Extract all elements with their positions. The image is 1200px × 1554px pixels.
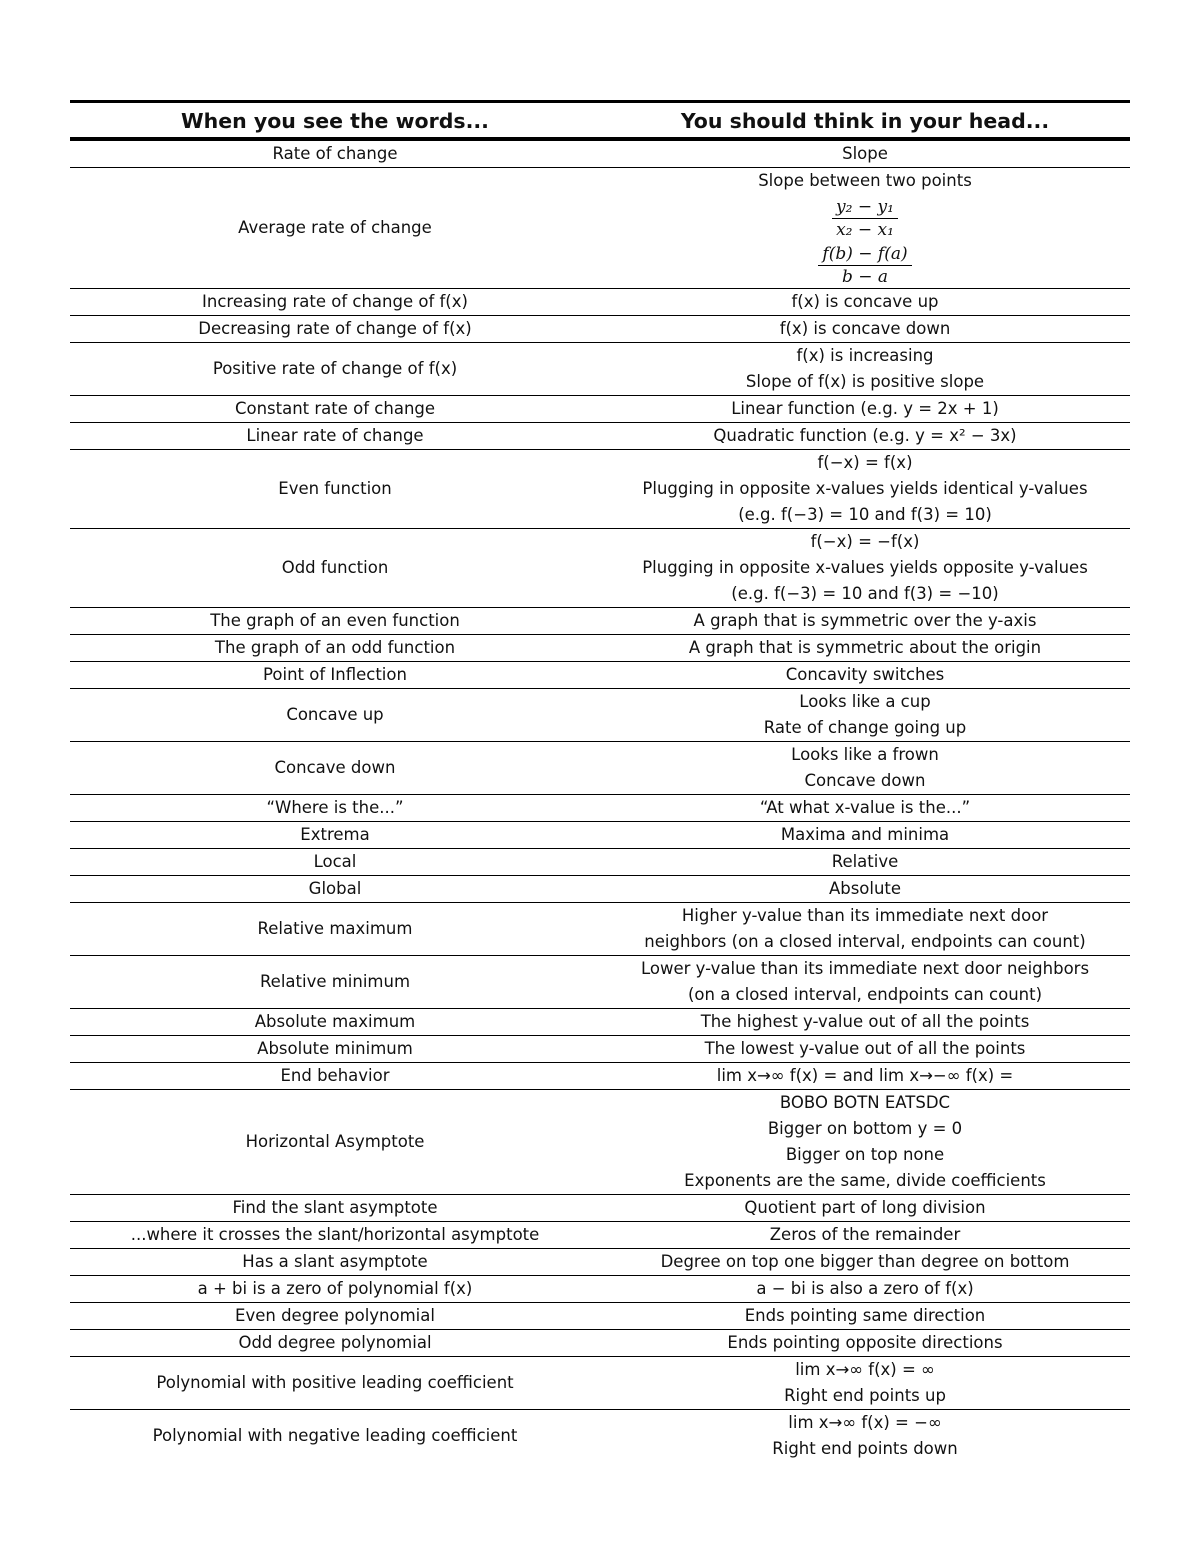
meaning-text: f(−x) = f(x) xyxy=(817,453,913,472)
vocabulary-table xyxy=(70,100,1130,1462)
meaning-cell xyxy=(600,168,1130,289)
meaning-text: Bigger on top none xyxy=(785,1145,945,1164)
table-row xyxy=(70,1195,1130,1222)
meaning-cell xyxy=(600,316,1130,343)
term-text: Constant rate of change xyxy=(234,399,436,418)
meaning-cell xyxy=(600,343,1130,396)
header-left: When you see the words... xyxy=(70,102,600,140)
term-cell xyxy=(70,316,600,343)
meaning-text: (e.g. f(−3) = 10 and f(3) = 10) xyxy=(738,505,992,524)
table-row xyxy=(70,1036,1130,1063)
fraction xyxy=(832,196,898,241)
meaning-cell xyxy=(600,139,1130,168)
term-text: “Where is the...” xyxy=(266,798,404,817)
term-text: Even degree polynomial xyxy=(235,1306,435,1325)
table-row xyxy=(70,1090,1130,1195)
term-text: Concave down xyxy=(274,758,396,777)
meaning-cell xyxy=(600,635,1130,662)
term-text: Even function xyxy=(278,479,392,498)
meaning-text: (on a closed interval, endpoints can count) xyxy=(687,985,1043,1004)
table-row xyxy=(70,1276,1130,1303)
term-cell xyxy=(70,396,600,423)
term-text: The graph of an even function xyxy=(210,611,460,630)
meaning-cell xyxy=(600,1303,1130,1330)
term-text: The graph of an odd function xyxy=(214,638,456,657)
term-text: Linear rate of change xyxy=(246,426,424,445)
term-text: Point of Inflection xyxy=(263,665,407,684)
meaning-cell xyxy=(600,1410,1130,1463)
term-cell xyxy=(70,529,600,608)
meaning-text: Relative xyxy=(831,852,899,871)
meaning-text: Higher y-value than its immediate next door xyxy=(681,906,1049,925)
fraction-group xyxy=(600,194,1130,288)
table-row xyxy=(70,423,1130,450)
term-text: Rate of change xyxy=(272,144,398,163)
meaning-text: Bigger on bottom y = 0 xyxy=(767,1119,963,1138)
meaning-text: lim x→∞ f(x) = and lim x→−∞ f(x) = xyxy=(716,1066,1014,1085)
term-text: Extrema xyxy=(300,825,370,844)
meaning-cell xyxy=(600,608,1130,635)
fraction xyxy=(818,243,911,288)
meaning-text: Maxima and minima xyxy=(780,825,950,844)
term-text: Positive rate of change of f(x) xyxy=(212,359,458,378)
meaning-text: Slope of f(x) is positive slope xyxy=(745,372,985,391)
meaning-text: Looks like a frown xyxy=(791,745,939,764)
term-cell xyxy=(70,608,600,635)
term-text: Decreasing rate of change of f(x) xyxy=(198,319,472,338)
meaning-text: neighbors (on a closed interval, endpoints can count) xyxy=(644,932,1086,951)
meaning-text: f(x) is concave down xyxy=(779,319,951,338)
term-cell xyxy=(70,849,600,876)
table-row xyxy=(70,876,1130,903)
table-row xyxy=(70,795,1130,822)
meaning-text: Plugging in opposite x-values yields identical y-values xyxy=(642,479,1088,498)
term-text: Polynomial with positive leading coefficient xyxy=(156,1373,514,1392)
meaning-cell xyxy=(600,795,1130,822)
meaning-text: f(x) is concave up xyxy=(791,292,939,311)
table-row xyxy=(70,849,1130,876)
fraction-denominator: x₂ − x₁ xyxy=(836,220,894,240)
term-text: ...where it crosses the slant/horizontal asymptote xyxy=(130,1225,540,1244)
term-cell xyxy=(70,168,600,289)
table-row xyxy=(70,450,1130,529)
meaning-text: Slope between two points xyxy=(758,171,972,190)
meaning-cell xyxy=(600,1276,1130,1303)
term-text: Odd degree polynomial xyxy=(238,1333,432,1352)
term-cell xyxy=(70,742,600,795)
table-row xyxy=(70,343,1130,396)
meaning-text: a − bi is also a zero of f(x) xyxy=(756,1279,974,1298)
meaning-text: Exponents are the same, divide coefficients xyxy=(684,1171,1046,1190)
table-row xyxy=(70,1249,1130,1276)
fraction-numerator: y₂ − y₁ xyxy=(832,196,898,219)
meaning-cell xyxy=(600,1330,1130,1357)
meaning-cell xyxy=(600,1090,1130,1195)
meaning-cell xyxy=(600,1249,1130,1276)
term-text: a + bi is a zero of polynomial f(x) xyxy=(197,1279,473,1298)
meaning-cell xyxy=(600,849,1130,876)
meaning-cell xyxy=(600,822,1130,849)
meaning-text: A graph that is symmetric over the y-axis xyxy=(693,611,1037,630)
term-cell xyxy=(70,1330,600,1357)
table-row xyxy=(70,168,1130,289)
table-row xyxy=(70,742,1130,795)
meaning-cell xyxy=(600,1036,1130,1063)
term-text: Concave up xyxy=(286,705,384,724)
term-cell xyxy=(70,822,600,849)
term-cell xyxy=(70,450,600,529)
meaning-text: “At what x-value is the...” xyxy=(759,798,971,817)
table-row xyxy=(70,1330,1130,1357)
table-row xyxy=(70,608,1130,635)
vocabulary-sheet xyxy=(70,100,1130,1462)
meaning-cell xyxy=(600,423,1130,450)
table-row xyxy=(70,529,1130,608)
table-row xyxy=(70,1222,1130,1249)
meaning-text: Zeros of the remainder xyxy=(769,1225,961,1244)
term-cell xyxy=(70,343,600,396)
meaning-text: Degree on top one bigger than degree on bottom xyxy=(660,1252,1070,1271)
term-text: Has a slant asymptote xyxy=(242,1252,428,1271)
term-cell xyxy=(70,662,600,689)
term-text: Relative minimum xyxy=(259,972,411,991)
term-cell xyxy=(70,1410,600,1463)
meaning-text: Concavity switches xyxy=(785,665,945,684)
meaning-text: f(x) is increasing xyxy=(796,346,934,365)
meaning-text: The lowest y-value out of all the points xyxy=(704,1039,1026,1058)
term-text: Increasing rate of change of f(x) xyxy=(202,292,468,311)
table-row xyxy=(70,822,1130,849)
meaning-text: Concave down xyxy=(804,771,926,790)
term-text: Absolute minimum xyxy=(257,1039,413,1058)
term-cell xyxy=(70,1195,600,1222)
meaning-text: Slope xyxy=(842,144,888,163)
meaning-cell xyxy=(600,876,1130,903)
term-cell xyxy=(70,1276,600,1303)
table-row xyxy=(70,689,1130,742)
meaning-text: lim x→∞ f(x) = −∞ xyxy=(788,1413,942,1432)
fraction-numerator: f(b) − f(a) xyxy=(818,243,911,266)
term-text: Average rate of change xyxy=(238,218,432,237)
term-cell xyxy=(70,139,600,168)
term-cell xyxy=(70,289,600,316)
table-row xyxy=(70,1357,1130,1410)
meaning-text: The highest y-value out of all the points xyxy=(700,1012,1030,1031)
term-text: End behavior xyxy=(280,1066,390,1085)
table-body xyxy=(70,139,1130,1462)
meaning-cell xyxy=(600,529,1130,608)
term-text: Absolute maximum xyxy=(254,1012,416,1031)
table-row xyxy=(70,139,1130,168)
term-text: Local xyxy=(313,852,357,871)
meaning-text: BOBO BOTN EATSDC xyxy=(779,1093,951,1112)
meaning-text: f(−x) = −f(x) xyxy=(810,532,920,551)
term-text: Find the slant asymptote xyxy=(232,1198,438,1217)
meaning-cell xyxy=(600,396,1130,423)
term-cell xyxy=(70,876,600,903)
meaning-cell xyxy=(600,662,1130,689)
table-row xyxy=(70,956,1130,1009)
fraction-denominator: b − a xyxy=(841,267,889,287)
meaning-text: A graph that is symmetric about the origin xyxy=(688,638,1042,657)
meaning-cell xyxy=(600,956,1130,1009)
term-cell xyxy=(70,1090,600,1195)
meaning-text: Ends pointing opposite directions xyxy=(727,1333,1003,1352)
term-cell xyxy=(70,1357,600,1410)
table-row xyxy=(70,1009,1130,1036)
meaning-text: Right end points up xyxy=(784,1386,946,1405)
term-cell xyxy=(70,956,600,1009)
meaning-text: lim x→∞ f(x) = ∞ xyxy=(795,1360,935,1379)
meaning-text: Looks like a cup xyxy=(799,692,931,711)
meaning-cell xyxy=(600,1195,1130,1222)
header-right: You should think in your head... xyxy=(600,102,1130,140)
term-cell xyxy=(70,1036,600,1063)
meaning-text: Linear function (e.g. y = 2x + 1) xyxy=(731,399,999,418)
table-row xyxy=(70,1063,1130,1090)
table-row xyxy=(70,635,1130,662)
meaning-text: Quotient part of long division xyxy=(744,1198,986,1217)
meaning-cell xyxy=(600,1222,1130,1249)
term-cell xyxy=(70,1249,600,1276)
term-text: Relative maximum xyxy=(257,919,413,938)
meaning-cell xyxy=(600,1009,1130,1036)
meaning-text: Rate of change going up xyxy=(763,718,967,737)
table-row xyxy=(70,1303,1130,1330)
term-text: Polynomial with negative leading coefficient xyxy=(152,1426,518,1445)
meaning-cell xyxy=(600,742,1130,795)
term-cell xyxy=(70,903,600,956)
table-row xyxy=(70,903,1130,956)
term-cell xyxy=(70,1063,600,1090)
table-row xyxy=(70,1410,1130,1463)
term-cell xyxy=(70,1303,600,1330)
term-cell xyxy=(70,689,600,742)
meaning-cell xyxy=(600,903,1130,956)
meaning-text: Ends pointing same direction xyxy=(744,1306,986,1325)
term-cell xyxy=(70,1009,600,1036)
table-header-row xyxy=(70,102,1130,140)
meaning-cell xyxy=(600,1063,1130,1090)
table-row xyxy=(70,396,1130,423)
term-text: Global xyxy=(308,879,362,898)
term-cell xyxy=(70,423,600,450)
table-row xyxy=(70,316,1130,343)
meaning-cell xyxy=(600,1357,1130,1410)
meaning-text: Plugging in opposite x-values yields opposite y-values xyxy=(642,558,1088,577)
term-text: Odd function xyxy=(281,558,389,577)
meaning-cell xyxy=(600,289,1130,316)
table-row xyxy=(70,289,1130,316)
term-text: Horizontal Asymptote xyxy=(245,1132,425,1151)
meaning-cell xyxy=(600,450,1130,529)
meaning-text: Quadratic function (e.g. y = x² − 3x) xyxy=(713,426,1017,445)
term-cell xyxy=(70,795,600,822)
meaning-text: (e.g. f(−3) = 10 and f(3) = −10) xyxy=(731,584,999,603)
term-cell xyxy=(70,635,600,662)
meaning-text: Right end points down xyxy=(772,1439,958,1458)
meaning-text: Lower y-value than its immediate next door neighbors xyxy=(640,959,1090,978)
meaning-cell xyxy=(600,689,1130,742)
meaning-text: Absolute xyxy=(828,879,902,898)
term-cell xyxy=(70,1222,600,1249)
table-row xyxy=(70,662,1130,689)
